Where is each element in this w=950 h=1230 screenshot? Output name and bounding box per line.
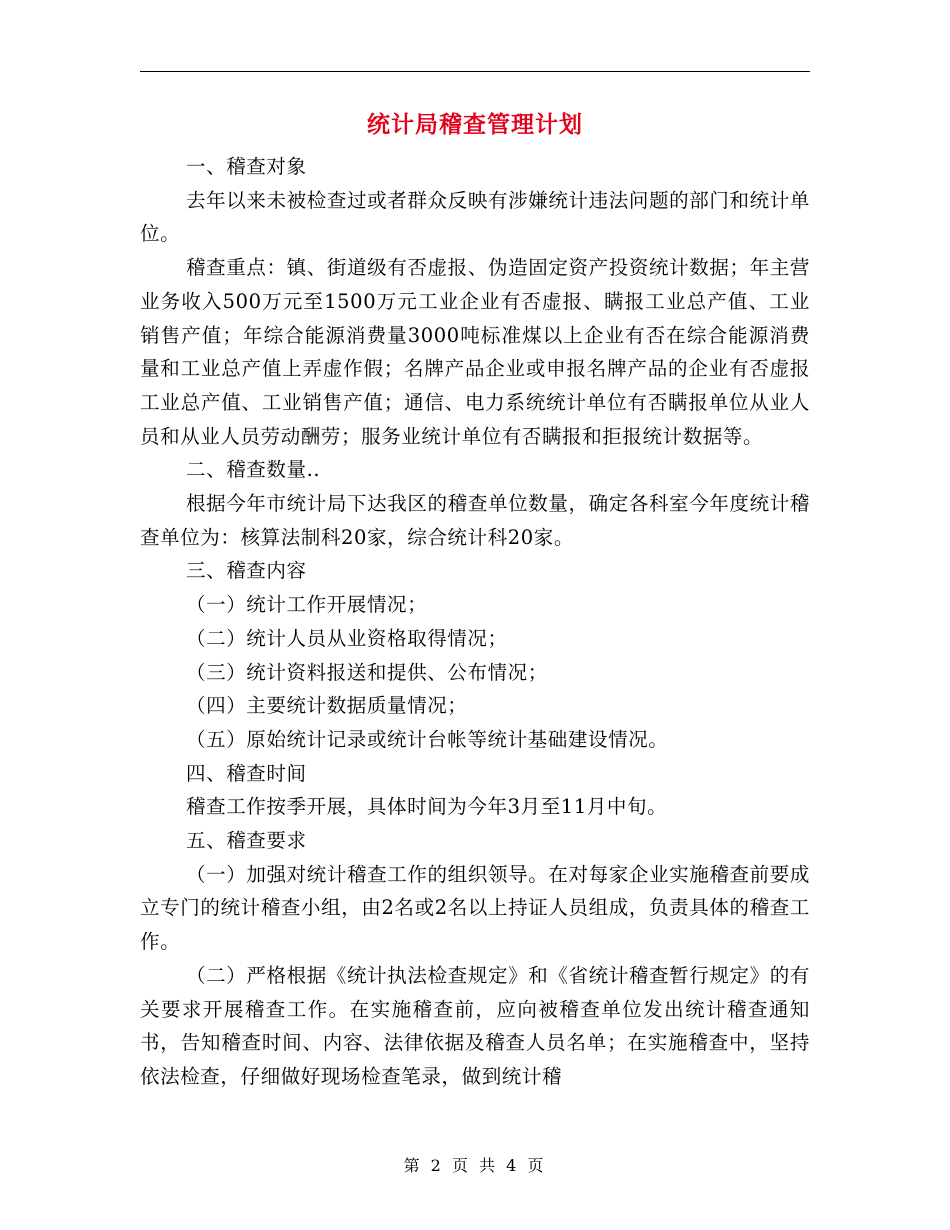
paragraph: 根据今年市统计局下达我区的稽查单位数量，确定各科室今年度统计稽查单位为：核算法制科20家，综合统计科20家。 xyxy=(140,492,810,549)
paragraph: 稽查重点：镇、街道级有否虚报、伪造固定资产投资统计数据；年主营业务收入500万元至1500万元工业企业有否虚报、瞒报工业总产值、工业销售产值；年综合能源消费量3000吨标准煤以上企业有否在综合能源消费量和工业总产值上弄虚作假；名牌产品企业或申报名牌产品的企业有否虚报工业总产值、工业销售产值；通信、电力系统统计单位有否瞒报单位从业人员和从业人员劳动酬劳；服务业统计单位有否瞒报和拒报统计数据等。 xyxy=(140,256,810,448)
paragraph: 稽查工作按季开展，具体时间为今年3月至11月中旬。 xyxy=(186,795,668,819)
header-rule xyxy=(140,71,810,72)
section-heading-3: 三、稽查内容 xyxy=(186,559,307,583)
paragraph: （一）加强对统计稽查工作的组织领导。在对每家企业实施稽查前要成立专门的统计稽查小组，由2名或2名以上持证人员组成，负责具体的稽查工作。 xyxy=(140,862,810,954)
list-item: （一）统计工作开展情况； xyxy=(186,593,428,617)
list-item: （四）主要统计数据质量情况； xyxy=(186,694,468,718)
section-heading-5: 五、稽查要求 xyxy=(186,829,307,853)
document-body xyxy=(140,150,810,1094)
list-item: （二）统计人员从业资格取得情况； xyxy=(186,626,508,650)
list-item: （三）统计资料报送和提供、公布情况； xyxy=(186,660,548,684)
paragraph: 去年以来未被检查过或者群众反映有涉嫌统计违法问题的部门和统计单位。 xyxy=(140,188,810,246)
section-heading-2: 二、稽查数量.. xyxy=(186,458,321,482)
section-heading-1: 一、稽查对象 xyxy=(186,155,307,178)
list-item: （五）原始统计记录或统计台帐等统计基础建设情况。 xyxy=(186,727,669,751)
page-number: 第 2 页 共 4 页 xyxy=(403,1156,547,1175)
section-heading-4: 四、稽查时间 xyxy=(186,761,307,785)
paragraph: （二）严格根据《统计执法检查规定》和《省统计稽查暂行规定》的有关要求开展稽查工作。在实施稽查前，应向被稽查单位发出统计稽查通知书，告知稽查时间、内容、法律依据及稽查人员名单；在实施稽查中，坚持依法检查，仔细做好现场检查笔录，做到统计稽 xyxy=(140,963,810,1088)
document-title: 统计局稽查管理计划 xyxy=(367,112,583,138)
